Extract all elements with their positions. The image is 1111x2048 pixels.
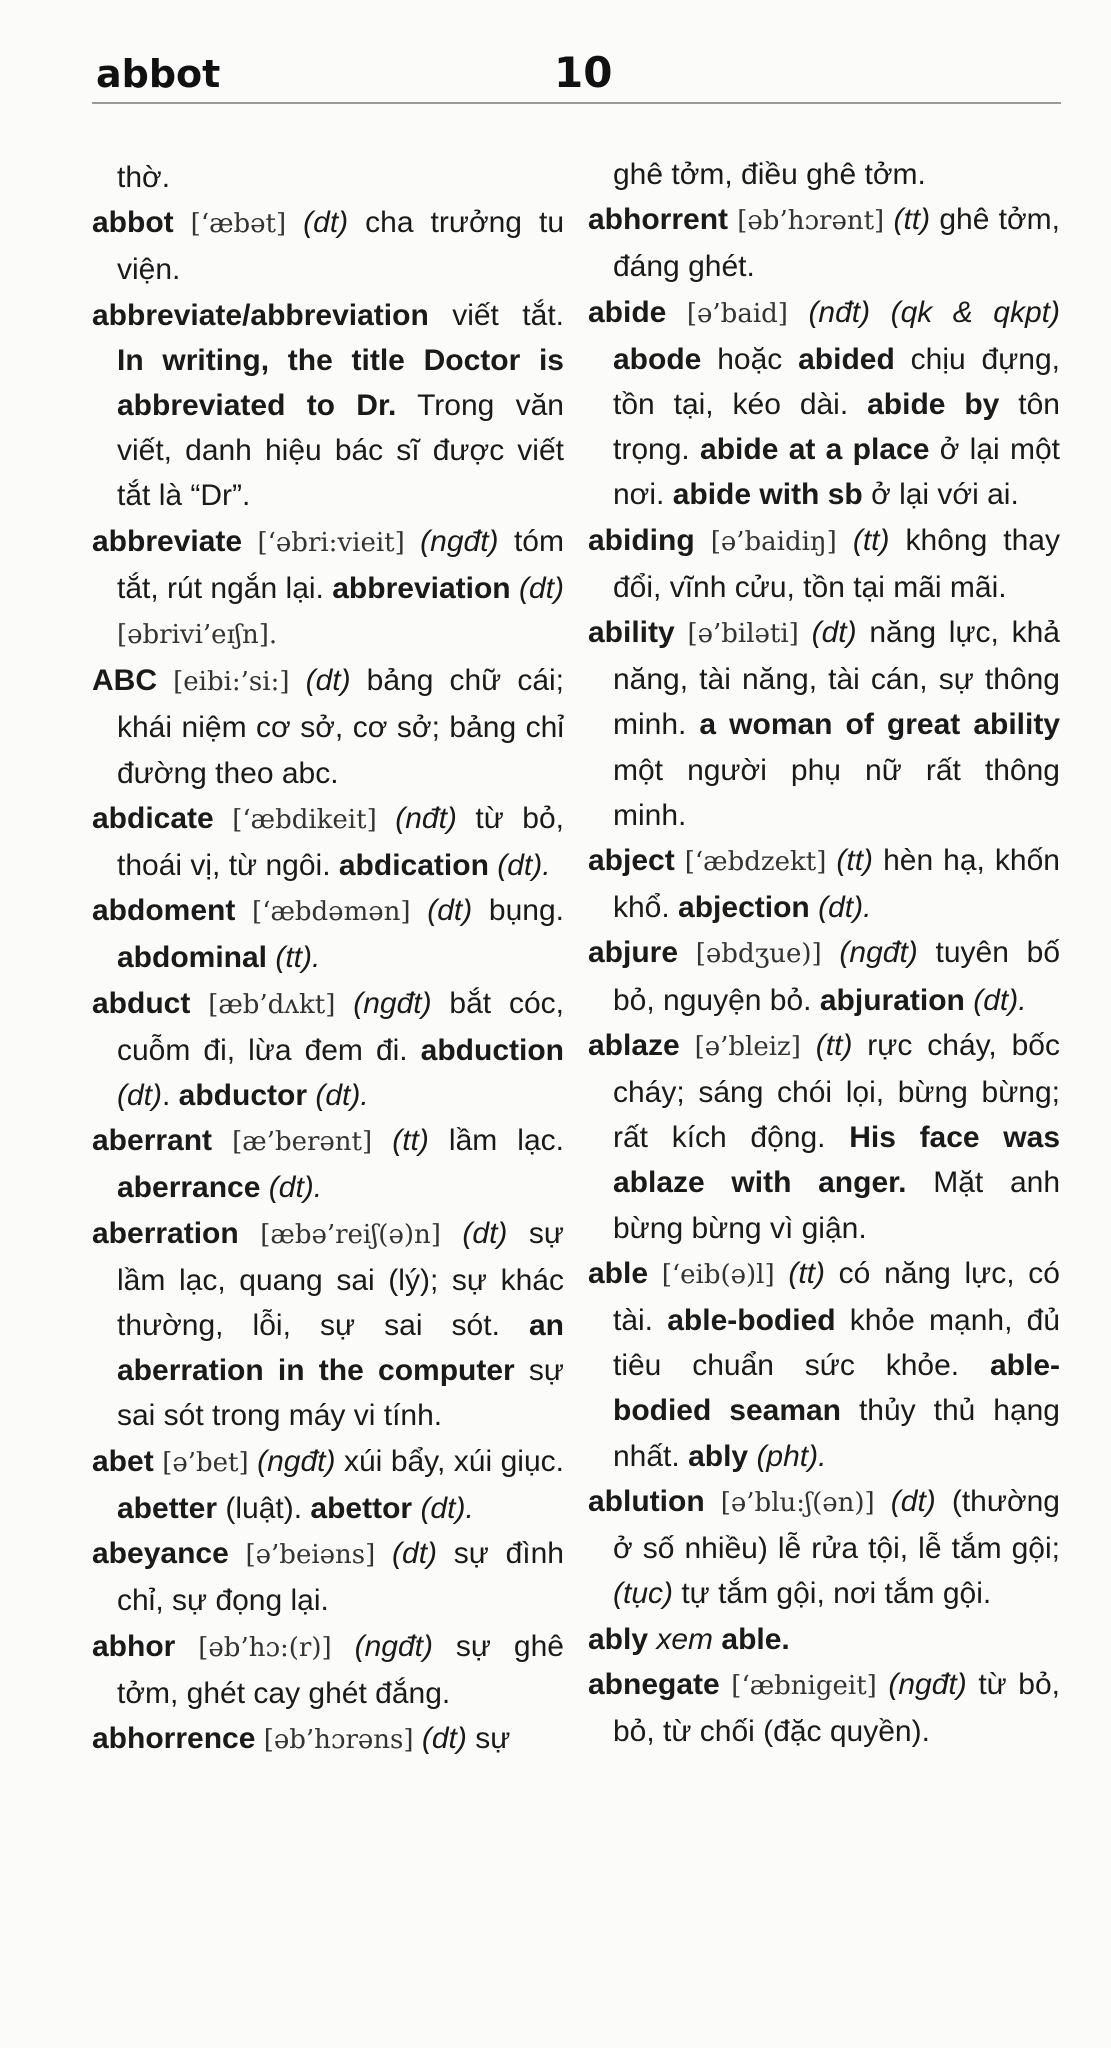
dictionary-entry (92, 1716, 564, 1763)
definition-text: năng lực, khả năng, tài năng, tài cán, sự thông minh. (613, 616, 1060, 742)
headword: aberration (92, 1216, 239, 1250)
part-of-speech: (dt) (305, 664, 351, 698)
definition-text: tóm tắt, rút ngắn lại. (117, 524, 564, 605)
dictionary-entry (588, 290, 1060, 518)
definition-text (229, 1537, 246, 1570)
definition-text: không thay đổi, vĩnh cửu, tồn tại mãi mãi. (613, 523, 1060, 604)
example-phrase: a woman of great ability (699, 708, 1061, 742)
definition-text: ghê tởm, đáng ghét. (613, 203, 1061, 284)
definition-text (705, 1485, 721, 1518)
definition-text: ghê tởm, điều ghê tởm. (613, 158, 926, 191)
definition-text (875, 1485, 891, 1518)
definition-text (648, 1257, 662, 1290)
example-phrase: His face was ablaze with anger. (613, 1121, 1061, 1200)
pronunciation: [æ’berənt] (232, 1127, 373, 1158)
headword: ablution (588, 1484, 705, 1518)
part-of-speech: (ngđt) (888, 1667, 967, 1701)
part-of-speech: (tt) (815, 1028, 853, 1062)
headword: able (588, 1256, 649, 1290)
definition-text (414, 1722, 422, 1755)
part-of-speech: (dt). (973, 983, 1027, 1017)
pronunciation: [‘æbdəmən] (252, 897, 411, 928)
definition-text: một người phụ nữ rất thông minh. (613, 753, 1060, 832)
headword: abductor (178, 1079, 308, 1113)
definition-text: xúi bẩy, xúi giục. (335, 1444, 564, 1478)
part-of-speech: (tục) (613, 1577, 673, 1611)
example-phrase: able-bodied seaman (613, 1349, 1060, 1428)
definition-text: sự sai sót trong máy vi tính. (117, 1354, 564, 1433)
dictionary-entry (588, 518, 1060, 610)
headword: abjection (678, 891, 810, 925)
part-of-speech: (dt) (303, 206, 349, 240)
dictionary-entry (588, 930, 1060, 1022)
dictionary-entry (92, 796, 564, 888)
definition-text (405, 525, 420, 558)
pronunciation: [ə’bet] (162, 1447, 249, 1478)
definition-text (372, 1124, 392, 1157)
dictionary-entry (92, 1211, 564, 1439)
part-of-speech: (dt) (392, 1537, 438, 1571)
definition-text (489, 849, 497, 882)
dictionary-entry (588, 1662, 1060, 1754)
pronunciation: [əb’hɔrəns] (263, 1724, 414, 1755)
part-of-speech: (dt) (811, 616, 857, 650)
definition-text (788, 296, 809, 329)
headword: ability (588, 616, 675, 650)
headword: abeyance (92, 1537, 229, 1571)
pronunciation: [eibi:’si:] (173, 667, 290, 698)
headword: abduction (420, 1033, 564, 1067)
part-of-speech: (tt). (275, 941, 321, 975)
dictionary-entry (92, 200, 564, 292)
definition-text (157, 664, 173, 697)
definition-text (239, 1217, 261, 1250)
definition-text (695, 524, 711, 557)
headword: abided (798, 342, 895, 376)
definition-text: hèn hạ, khốn khổ. (613, 844, 1060, 925)
definition-text (680, 1029, 695, 1062)
definition-text (255, 1722, 263, 1755)
headword: able. (721, 1622, 790, 1656)
headword: abhorrent (588, 203, 729, 237)
definition-text (822, 936, 840, 969)
entry-continuation (92, 155, 564, 200)
definition-text: ở lại một nơi. (613, 433, 1061, 512)
page-header (92, 40, 1061, 104)
headword: abet (92, 1444, 154, 1478)
definition-text: viết tắt. (428, 298, 564, 332)
headword: abdoment (92, 894, 236, 928)
dictionary-entry (588, 1251, 1060, 1479)
headword: abbreviate/abbreviation (92, 298, 429, 332)
part-of-speech: (dt). (315, 1079, 369, 1113)
definition-text (286, 206, 303, 239)
definition-text (799, 616, 812, 649)
definition-text (965, 984, 973, 1017)
definition-text (728, 203, 737, 236)
definition-text: thờ. (117, 161, 171, 194)
pronunciation: [ə’baid] (686, 298, 788, 329)
dictionary-entry (92, 1531, 564, 1623)
pronunciation: [ə’bleiz] (694, 1031, 801, 1062)
definition-text (154, 1445, 163, 1478)
headword: abbreviation (332, 571, 511, 605)
definition-text (877, 1668, 889, 1701)
pronunciation: [ə’blu:ʃ(ən)] (720, 1487, 875, 1518)
definition-text: (luật). (217, 1491, 311, 1525)
definition-text (235, 894, 252, 927)
part-of-speech: (pht). (756, 1439, 827, 1473)
definition-text (678, 936, 696, 969)
headword: abbot (92, 206, 174, 240)
headword: abide (588, 295, 667, 329)
dictionary-entry (92, 1439, 564, 1531)
definition-text: lầm lạc. (428, 1124, 564, 1158)
definition-text: tuyên bố bỏ, nguyện bỏ. (613, 936, 1060, 1017)
dictionary-entry (588, 197, 1060, 289)
part-of-speech: (tt) (392, 1124, 429, 1158)
pronunciation: [əbdʒue)] (695, 939, 822, 970)
left-column (92, 155, 564, 1763)
definition-text: . (162, 1079, 179, 1113)
pronunciation: [əbrivi’eɪʃn]. (117, 620, 278, 651)
definition-text: sự lầm lạc, quang sai (lý); sự khác thường, lỗi, sự sai sót. (117, 1216, 564, 1343)
headword: ablaze (588, 1028, 680, 1062)
definition-text (174, 206, 191, 239)
headword: abhor (92, 1629, 176, 1663)
definition-text (375, 1537, 392, 1570)
part-of-speech: (nđt) (395, 801, 457, 835)
definition-text: sự ghê tởm, ghét cay ghét đắng. (117, 1629, 564, 1710)
definition-text: từ bỏ, thoái vị, từ ngôi. (117, 801, 565, 883)
pronunciation: [‘æbnigeit] (731, 1670, 877, 1701)
definition-text: sự đình chỉ, sự đọng lại. (117, 1537, 564, 1618)
headword: ably (688, 1439, 749, 1473)
pronunciation: [‘eib(ə)l] (661, 1259, 775, 1290)
part-of-speech: (dt) (890, 1484, 936, 1518)
pronunciation: [‘æbdikeit] (232, 804, 377, 835)
part-of-speech: (dt) (510, 571, 564, 605)
headword: abdication (338, 849, 489, 883)
headword: abject (588, 844, 675, 878)
entry-continuation (588, 152, 1060, 197)
headword: abiding (588, 523, 695, 557)
definition-text (332, 1630, 355, 1663)
definition-text: Trong văn viết, danh hiệu bác sĩ được viết tắt là “Dr”. (117, 389, 564, 513)
definition-text (837, 524, 853, 557)
headword: abbreviate (92, 524, 243, 558)
dictionary-entry (92, 519, 564, 659)
definition-text: chịu đựng, tồn tại, kéo dài. (613, 342, 1060, 422)
definition-text: bảng chữ cái; khái niệm cơ sở, cơ sở; bảng chỉ đường theo abc. (117, 664, 565, 790)
headword: ABC (92, 664, 157, 698)
pronunciation: [ə’beiəns] (245, 1540, 376, 1571)
definition-text (190, 987, 208, 1020)
headword: abetter (117, 1491, 218, 1525)
part-of-speech: (ngđt) (353, 986, 432, 1020)
part-of-speech: (ngđt) (257, 1444, 336, 1478)
definition-text (675, 844, 685, 877)
definition-text (242, 525, 257, 558)
headword: abjure (588, 936, 679, 970)
right-column (588, 152, 1060, 1754)
definition-text (289, 664, 305, 697)
definition-text (335, 987, 353, 1020)
part-of-speech: (dt). (497, 849, 551, 883)
headword: abdominal (117, 941, 268, 975)
pronunciation: [æbə’reiʃ(ə)n] (260, 1219, 441, 1250)
part-of-speech: (ngđt) (420, 524, 499, 558)
definition-text (441, 1217, 463, 1250)
part-of-speech: (dt) (117, 1079, 162, 1113)
definition-text (249, 1445, 258, 1478)
example-phrase: abide by (867, 388, 1000, 422)
dictionary-entry (588, 1479, 1060, 1617)
dictionary-entry (92, 888, 564, 980)
headword: abode (613, 342, 702, 376)
headword: abduct (92, 986, 191, 1020)
definition-text (411, 894, 428, 927)
definition-text: có năng lực, có tài. (613, 1256, 1060, 1338)
definition-text: thủy thủ hạng nhất. (613, 1394, 1060, 1473)
definition-text (810, 891, 818, 924)
headword: aberrance (117, 1171, 261, 1205)
definition-text: cha trưởng tu viện. (117, 206, 565, 287)
part-of-speech: (ngđt) (839, 936, 918, 970)
definition-text: (thường ở số nhiều) lễ rửa tội, lễ tắm gội; (613, 1484, 1060, 1566)
definition-text: rực cháy, bốc cháy; sáng chói lọi, bừng bừng; rất kích động. (613, 1028, 1060, 1155)
definition-text (720, 1668, 732, 1701)
headword: ably (588, 1622, 649, 1656)
part-of-speech: (tt) (852, 523, 890, 557)
definition-text (212, 1124, 232, 1157)
headword: abnegate (588, 1667, 720, 1701)
headword: abdicate (92, 801, 214, 835)
headword: abjuration (819, 983, 965, 1017)
dictionary-entry (92, 658, 564, 796)
part-of-speech: (dt). (420, 1491, 474, 1525)
headword: abhorrence (92, 1721, 256, 1755)
part-of-speech: (dt) (427, 894, 473, 928)
definition-text: từ bỏ, bỏ, từ chối (đặc quyền). (613, 1667, 1061, 1748)
pronunciation: [əb’hɔ:(r)] (198, 1632, 332, 1663)
part-of-speech: (tt) (893, 203, 931, 237)
dictionary-entry (92, 981, 564, 1119)
guide-word: abbot (96, 52, 221, 96)
part-of-speech: (dt) (421, 1721, 467, 1755)
definition-text (801, 1029, 816, 1062)
definition-text (666, 296, 687, 329)
dictionary-entry (588, 1023, 1060, 1251)
pronunciation: [ə’biləti] (687, 619, 799, 650)
headword: aberrant (92, 1124, 213, 1158)
example-phrase: an aberration in the computer (117, 1309, 564, 1388)
pronunciation: [əb’hɔrənt] (737, 206, 885, 237)
definition-text: ở lại với ai. (862, 478, 1019, 512)
pronunciation: [æb’dʌkt] (208, 989, 336, 1020)
definition-text (826, 844, 836, 877)
pronunciation: [ə’baidiŋ] (710, 526, 837, 557)
page-number: 10 (554, 48, 613, 97)
definition-text: hoặc (701, 342, 799, 376)
example-phrase: In writing, the title Doctor is abbreviated to Dr. (117, 343, 564, 423)
example-phrase: abide with sb (672, 478, 863, 512)
definition-text (377, 802, 396, 835)
pronunciation: [‘æbət] (190, 209, 287, 240)
headword: abettor (310, 1491, 413, 1525)
dictionary-entry (588, 1617, 1060, 1662)
part-of-speech: xem (656, 1622, 714, 1656)
dictionary-entry (92, 293, 564, 519)
definition-text: Mặt anh bừng bừng vì giận. (613, 1166, 1061, 1245)
part-of-speech: (dt). (268, 1171, 323, 1205)
dictionary-entry (92, 1624, 564, 1716)
dictionary-entry (588, 610, 1060, 838)
definition-text: khỏe mạnh, đủ tiêu chuẩn sức khỏe. (613, 1304, 1060, 1383)
pronunciation: [‘æbdzekt] (684, 847, 827, 878)
definition-text (260, 1171, 268, 1204)
example-phrase: abide at a place (700, 433, 930, 467)
part-of-speech: (tt) (836, 844, 874, 878)
dictionary-entry (588, 838, 1060, 930)
definition-text: bắt cóc, cuỗm đi, lừa đem đi. (117, 986, 564, 1067)
part-of-speech: (dt) (462, 1216, 508, 1250)
definition-text (214, 802, 233, 835)
part-of-speech: (nđt) (qk & qkpt) (808, 295, 1061, 329)
definition-text: sự (466, 1721, 511, 1755)
dictionary-entry (92, 1118, 564, 1210)
part-of-speech: (dt). (818, 891, 872, 925)
definition-text: tự tắm gội, nơi tắm gội. (673, 1577, 992, 1611)
part-of-speech: (tt) (788, 1256, 825, 1290)
headword: able-bodied (667, 1304, 836, 1338)
definition-text (175, 1630, 198, 1663)
part-of-speech: (ngđt) (354, 1629, 433, 1663)
definition-text: bụng. (472, 894, 564, 928)
definition-text: tôn trọng. (613, 388, 1060, 467)
pronunciation: [‘əbri:vieit] (257, 527, 405, 558)
definition-text (675, 616, 688, 649)
definition-text (775, 1257, 789, 1290)
